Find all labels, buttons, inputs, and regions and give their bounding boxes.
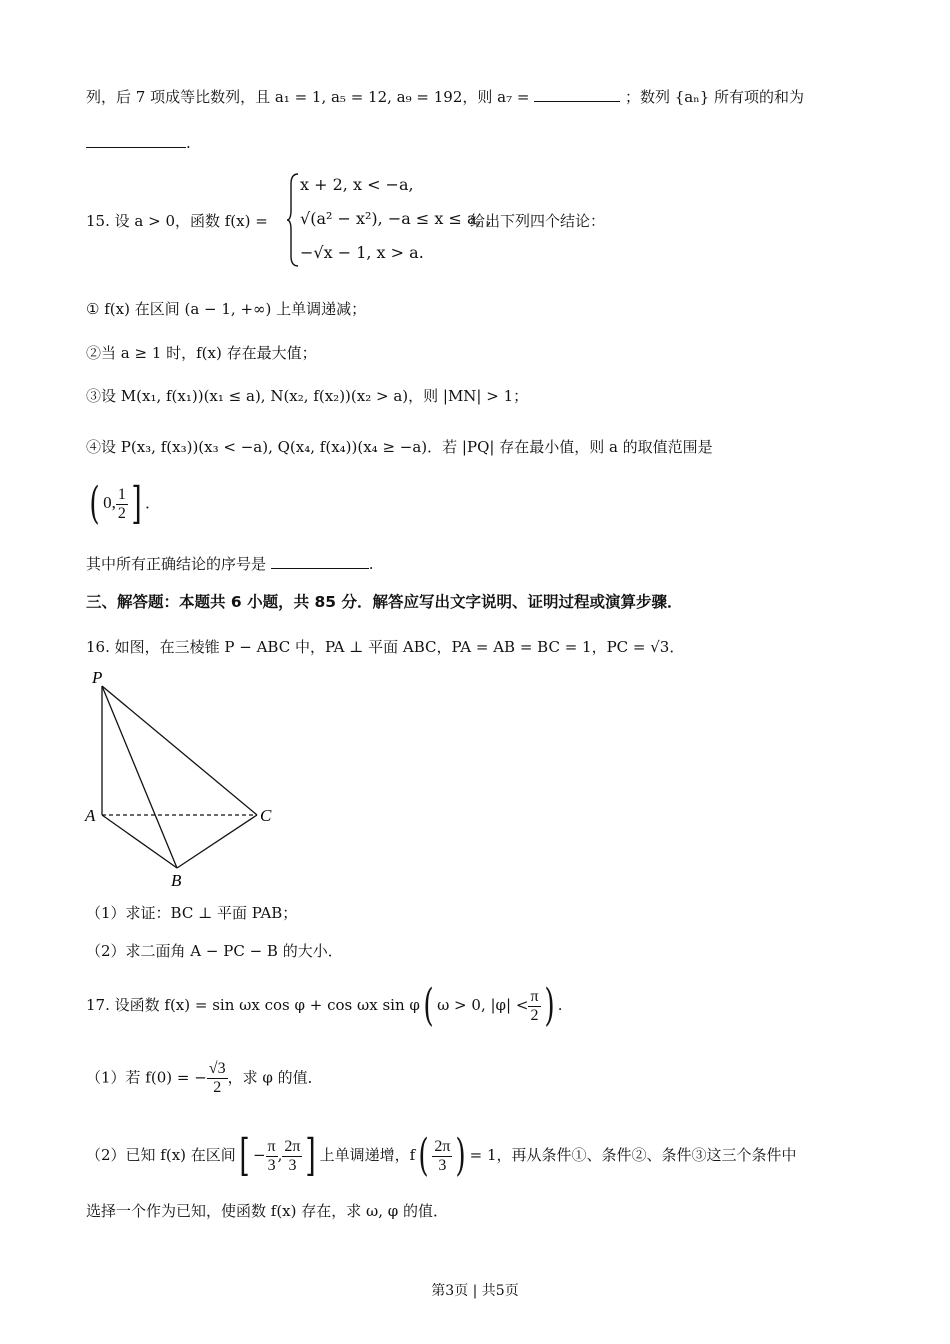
q14-text-2: ；数列 {aₙ} 所有项的和为 bbox=[625, 88, 805, 106]
answer-prompt: 其中所有正确结论的序号是 bbox=[86, 555, 267, 573]
q17-stem-text: 17. 设函数 f(x) = sin ωx cos φ + cos ωx sin φ bbox=[86, 996, 420, 1014]
pi3-den: 3 bbox=[267, 1156, 276, 1174]
pi-den: 2 bbox=[530, 1006, 539, 1024]
paren-open-4: ( bbox=[418, 1130, 429, 1181]
fraction-pi-3 bbox=[266, 1138, 278, 1175]
frac-den: 2 bbox=[117, 504, 126, 522]
q15-conclusion-1: ① f(x) 在区间 (a − 1, +∞) 上单调递减； bbox=[86, 300, 367, 318]
fraction-sqrt3-2 bbox=[207, 1060, 228, 1097]
q15-conclusion-3: ③设 M(x₁, f(x₁))(x₁ ≤ a), N(x₂, f(x₂))(x₂ > a)，则 |MN| > 1； bbox=[86, 387, 529, 405]
section-3-heading: 三、解答题：本题共 6 小题，共 85 分．解答应写出文字说明、证明过程或演算步骤． bbox=[86, 593, 683, 611]
bracket-close: ] bbox=[131, 478, 142, 529]
bracket-close-3: ] bbox=[305, 1130, 317, 1181]
answer-blank-2[interactable] bbox=[86, 133, 186, 148]
case-1: x + 2, x < −a, bbox=[300, 175, 414, 194]
sqrt3-den: 2 bbox=[213, 1079, 222, 1096]
page-footer: 第3页 | 共5页 bbox=[431, 1283, 519, 1299]
case-3: −√x − 1, x > a. bbox=[300, 243, 424, 262]
q17-part-1 bbox=[86, 1060, 323, 1097]
q17-p1-text: （1）若 f(0) = − bbox=[86, 1068, 207, 1087]
q17-cond: ω > 0, |φ| < bbox=[437, 996, 529, 1014]
paren-open-2: ( bbox=[423, 980, 434, 1031]
q17-p2-mid: 上单调递增，f bbox=[319, 1146, 416, 1164]
q15-tail: 给出下列四个结论： bbox=[470, 212, 606, 230]
q14-text: 列，后 7 项成等比数列，且 a₁ = 1, a₅ = 12, a₉ = 192，则 a₇ = bbox=[86, 88, 530, 106]
q17-p2-tail: = 1，再从条件①、条件②、条件③这三个条件中 bbox=[469, 1146, 797, 1164]
brace-icon bbox=[286, 172, 300, 268]
q16-part-1: （1）求证：BC ⊥ 平面 PAB； bbox=[86, 904, 298, 922]
paren-open: ( bbox=[89, 478, 100, 529]
fraction-2pi-3 bbox=[282, 1138, 302, 1175]
twopi3b-den: 3 bbox=[438, 1156, 447, 1174]
q16-stem: 16. 如图，在三棱锥 P − ABC 中，PA ⊥ 平面 ABC，PA = AB = BC = 1，PC = √3． bbox=[86, 638, 685, 656]
tetrahedron-figure bbox=[80, 668, 290, 890]
q17-part-2: （2）已知 f(x) 在区间[ − $\frac{\pi}{3}$ , $\frac{2\pi}{3}$ ] 上单调递增，f( $\frac{2\pi}{3}$ ) = 1，再从条件①、条件②、条件③这三个条件中 bbox=[86, 1130, 797, 1181]
q15-answer-line: 其中所有正确结论的序号是 . bbox=[86, 555, 374, 573]
q15-range bbox=[86, 478, 161, 529]
answer-blank-3[interactable] bbox=[271, 554, 369, 569]
label-P: P bbox=[92, 668, 103, 687]
edge-PC bbox=[102, 686, 257, 815]
q15-conclusion-4: ④设 P(x₃, f(x₃))(x₃ < −a), Q(x₄, f(x₄))(x₄ ≥ −a)．若 |PQ| 存在最小值，则 a 的取值范围是 bbox=[86, 438, 713, 456]
paren-close-2: ) bbox=[543, 980, 555, 1031]
q17-p1-tail: ，求 φ 的值． bbox=[227, 1068, 323, 1087]
q16-part-2: （2）求二面角 A − PC − B 的大小． bbox=[86, 942, 343, 960]
edge-PB bbox=[102, 686, 177, 868]
q15-intro-text: 15. 设 a > 0，函数 f(x) = bbox=[86, 212, 268, 230]
q17-stem: 17. 设函数 f(x) = sin ωx cos φ + cos ωx sin φ( ω > 0, |φ| < $\frac{\pi}{2}$ ) . bbox=[86, 980, 563, 1031]
pi-num: π bbox=[530, 987, 539, 1005]
case-2: √(a² − x²), −a ≤ x ≤ a, , bbox=[300, 209, 492, 228]
bracket-open-3: [ bbox=[239, 1130, 250, 1181]
q17-p2-text: （2）已知 f(x) 在区间 bbox=[86, 1146, 236, 1164]
twopi3-den: 3 bbox=[288, 1156, 297, 1174]
label-C: C bbox=[260, 806, 272, 825]
pi3-num: π bbox=[267, 1137, 276, 1155]
answer-blank[interactable] bbox=[534, 87, 620, 102]
edge-BC bbox=[177, 815, 257, 868]
twopi3-num: 2π bbox=[284, 1137, 301, 1155]
fraction-pi-2 bbox=[528, 988, 540, 1025]
fraction-half bbox=[116, 486, 128, 523]
range-end: ． bbox=[145, 494, 161, 512]
q15-intro bbox=[86, 210, 268, 232]
frac-num: 1 bbox=[117, 485, 126, 503]
q14-tail-line bbox=[86, 86, 804, 108]
sqrt3-num: √3 bbox=[208, 1060, 226, 1077]
fraction-2pi-3-b bbox=[432, 1138, 452, 1175]
paren-close-4: ) bbox=[455, 1130, 467, 1181]
q15-conclusion-2: ②当 a ≥ 1 时，f(x) 存在最大值； bbox=[86, 344, 317, 362]
minus-sign: − bbox=[252, 1146, 266, 1164]
twopi3b-num: 2π bbox=[434, 1137, 451, 1155]
q17-part-2-cont: 选择一个作为已知，使函数 f(x) 存在，求 ω, φ 的值． bbox=[86, 1202, 449, 1220]
label-B: B bbox=[171, 871, 182, 890]
label-A: A bbox=[85, 806, 96, 825]
range-left: 0, bbox=[103, 493, 116, 512]
q14-blank-line: . bbox=[86, 132, 191, 154]
